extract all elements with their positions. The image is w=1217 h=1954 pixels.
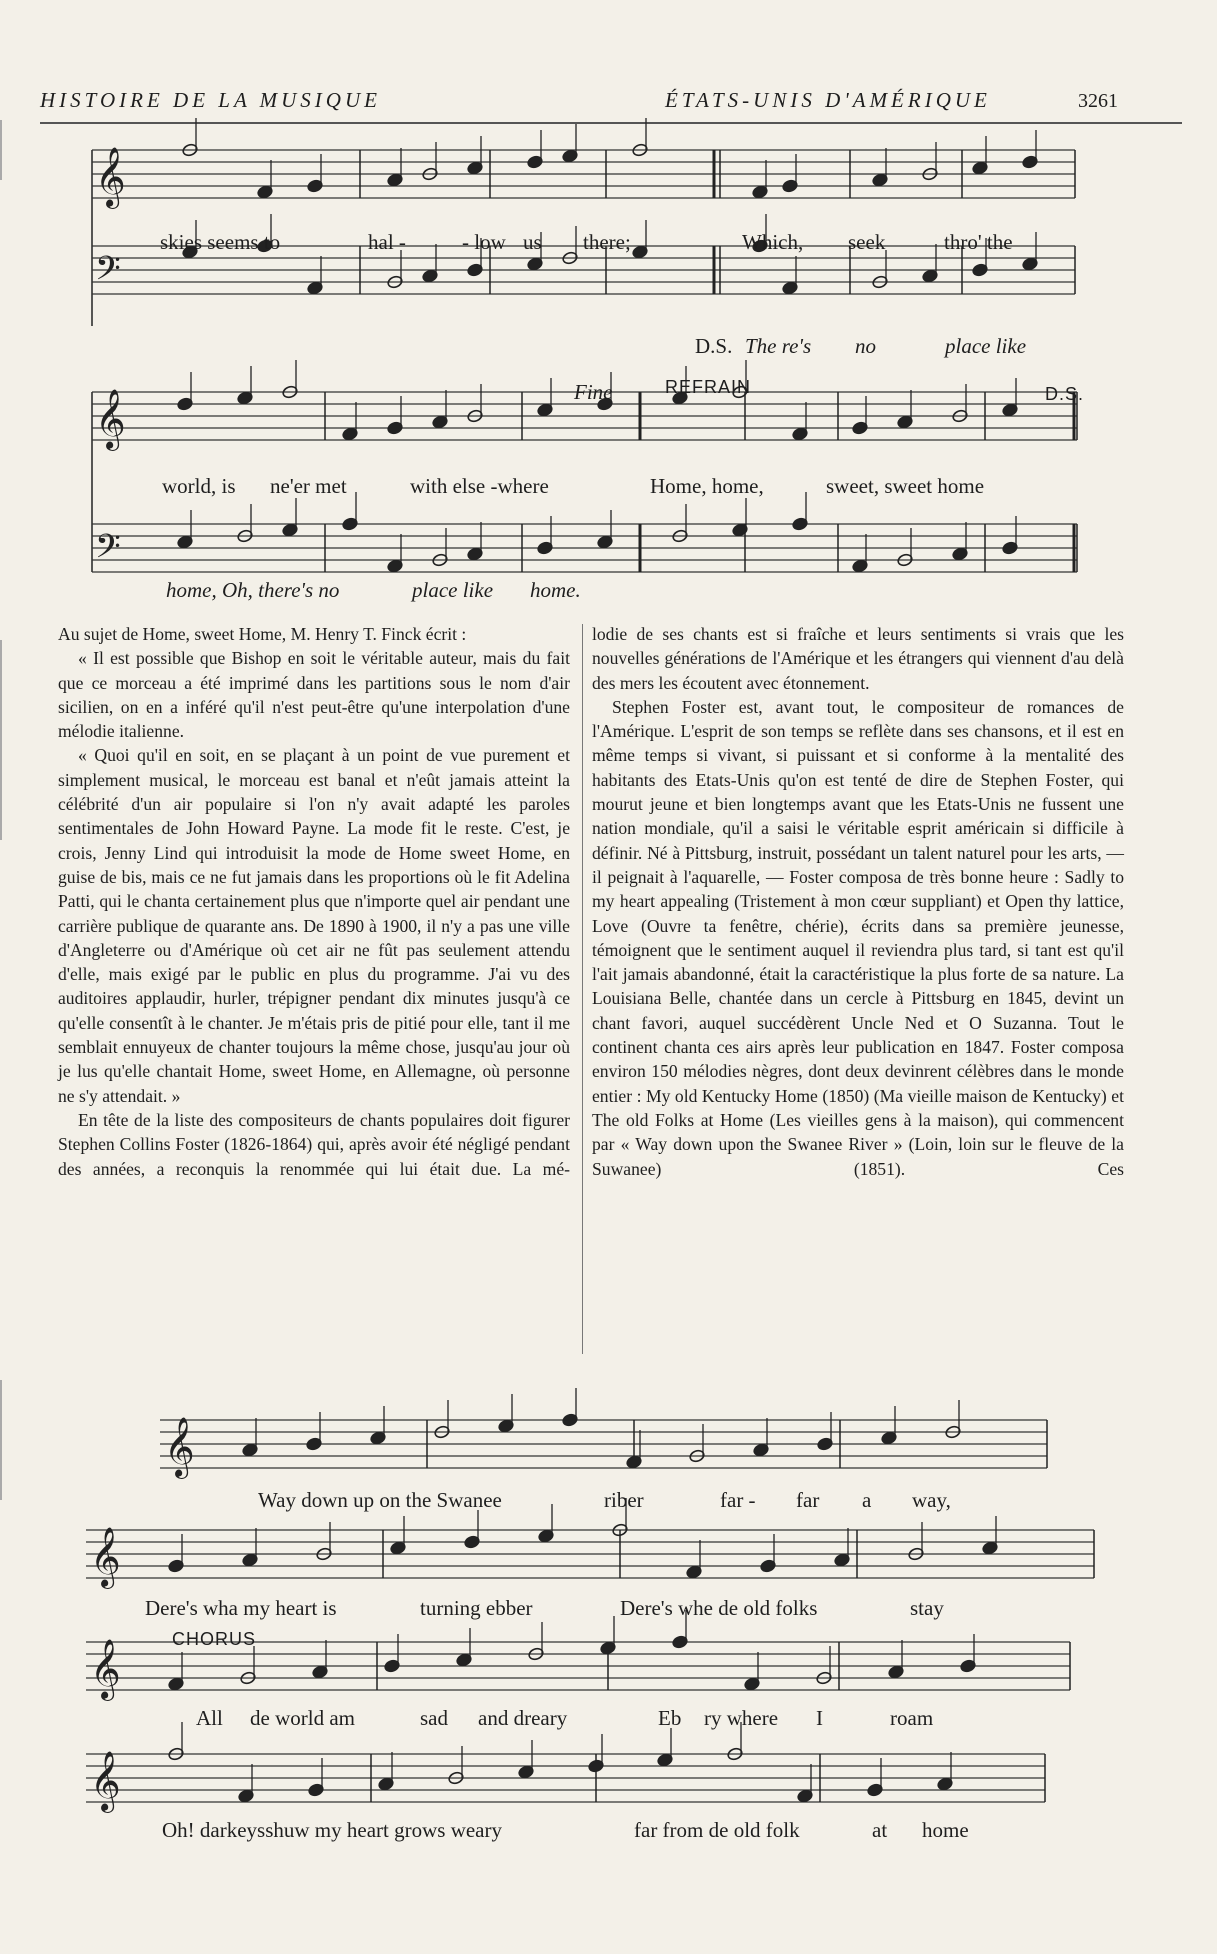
lyric-b1-4: far (796, 1488, 820, 1512)
clef-icon: 𝄞 (90, 1639, 121, 1699)
lyric-s1-3: - low (462, 230, 506, 254)
lyric-b3-4: and dreary (478, 1706, 568, 1730)
lyric-b2-2: turning ebber (420, 1596, 533, 1620)
lyric-b2-4: stay (910, 1596, 944, 1620)
lyric-b3-3: sad (420, 1706, 448, 1730)
lyric-b4-3: at (872, 1818, 888, 1842)
lyric-b3-6: ry where (704, 1706, 779, 1730)
paragraph: « Quoi qu'il en soit, en se plaçant à un point de vue purement et simplement musical, le morceau est banal et n'eût jamais atteint la célébrité d'un air populaire si l'on n'y avait adapté les paroles sentimentales de John Howard Payne. La mode fit le reste. C'est, je crois, Jenny Lind qui introduisit la mode de Home sweet Home, en guise de bis, mais ce ne fut jamais dans les proportions où le fit Adelina Patti, qui le chanta certainement plus que n'importe quel air pendant une carrière publique de quarante ans. De 1890 à 1900, il n'y a pas une ville d'Angleterre ou d'Amérique où cet air ne fût pas seulement attendu d'elle, mais exigé par le public en plus du programme. J'ai vu des auditoires applaudir, hurler, trépigner pendant dix minutes jusqu'à ce qu'elle consentît à le chanter. Je m'étais pris de pitié pour elle, tant il me semblait ennuyeux de chanter toujours la même chose, jusqu'au jour où je lus qu'elle chantait Home, sweet Home, en Allemagne, où personne ne s'y attendait. » (58, 745, 570, 1106)
fine-mark: Fine (574, 380, 613, 404)
lyric-b4-4: home (922, 1818, 969, 1842)
right-text-column (592, 622, 1124, 1181)
ds-mark-lower: D.S. (695, 334, 733, 358)
lyric-b4-2: far from de old folk (634, 1818, 800, 1842)
page-number: 3261 (1078, 90, 1118, 112)
lower-lyric-2: no (855, 334, 876, 358)
lower-lyric-1: The re's (745, 334, 812, 358)
lyric-b3-5: Eb (658, 1706, 682, 1730)
chorus-label: CHORUS (172, 1629, 257, 1649)
ds-mark: D.S. (1045, 384, 1085, 404)
lyric-s2-1: world, is (162, 474, 236, 498)
clef-icon: 𝄢 (95, 250, 121, 296)
lyric-s1-7: seek (848, 230, 886, 254)
lyric-s1-1: skies seems to (160, 230, 281, 254)
refrain-label: REFRAIN (665, 377, 752, 397)
lyric-b1-2: riber (604, 1488, 644, 1512)
clef-icon: 𝄞 (95, 147, 126, 207)
left-text-column (58, 622, 570, 1181)
lyric-s2-5: sweet, sweet home (826, 474, 985, 498)
clef-icon: 𝄞 (90, 1527, 121, 1587)
running-header-left: HISTOIRE DE LA MUSIQUE (40, 88, 381, 112)
lyric-s1-6: Which, (742, 230, 804, 254)
lyric-b2-1: Dere's wha my heart is (145, 1596, 337, 1620)
clef-icon: 𝄞 (164, 1417, 195, 1477)
lower-lyric-5: place like (412, 578, 494, 602)
lyric-b3-1: All (196, 1706, 223, 1730)
lyric-s1-2: hal - (368, 230, 406, 254)
lyric-b2-3: Dere's whe de old folks (620, 1596, 818, 1620)
paragraph: En tête de la liste des compositeurs de chants populaires doit figurer Stephen Collins Foster (1826-1864) qui, après avoir été négligé pendant des années, a reconquis la renommée qui lui était due. La mé- (58, 1109, 570, 1179)
lyric-b1-5: a (862, 1488, 872, 1512)
paragraph: « Il est possible que Bishop en soit le véritable auteur, mais du fait que ce morceau a été imprimé dans les partitions sous le nom d'air sicilien, on en a inféré qu'il n'est peut-être qu'une interpolation d'une mélodie italienne. (58, 648, 570, 742)
clef-icon: 𝄞 (90, 1751, 121, 1811)
lyric-b1-3: far - (720, 1488, 756, 1512)
lyric-b1-6: way, (912, 1488, 951, 1512)
lyric-b3-8: roam (890, 1706, 934, 1730)
lyric-b3-2: de world am (250, 1706, 355, 1730)
clef-icon: 𝄢 (95, 528, 121, 574)
lyric-s1-5: there; (583, 230, 631, 254)
lyric-b3-7: I (816, 1706, 823, 1730)
lower-lyric-3: place like (945, 334, 1027, 358)
running-header-right: ÉTATS-UNIS D'AMÉRIQUE (665, 88, 991, 112)
paragraph: lodie de ses chants est si fraîche et leurs sentiments si vrais que les nouvelles générations de l'Amérique et les étrangers qui viennent d'au delà des mers les écoutent avec étonnement. (592, 624, 1124, 693)
lower-lyric-6: home. (530, 578, 581, 602)
column-divider (582, 624, 583, 1354)
lyric-s2-2: ne'er met (270, 474, 347, 498)
clef-icon: 𝄞 (95, 389, 126, 449)
paragraph: Stephen Foster est, avant tout, le compositeur de romances de l'Amérique. L'esprit de son temps se reflète dans ses chansons, et il est en même temps si vivant, si puissant et si conforme à la mentalité des habitants des Etats-Unis qu'on est tenté de dire de Stephen Foster, qui mourut jeune et bien longtemps avant que les Etats-Unis ne fussent une nation mondiale, qu'il a saisi le véritable esprit américain si difficile à définir. Né à Pittsburg, instruit, possédant un talent naturel pour les arts, — il peignait à l'aquarelle, — Foster composa de très bonne heure : Sadly to my heart appealing (Tristement à mon cœur suppliant) et Open thy lattice, Love (Ouvre ta fenêtre, chérie), écrits dans sa première jeunesse, témoignent que le sentiment auquel il reviendra plus tard, si tant est qu'il l'ait jamais abandonné, était la caractéristique la plus forte de sa nature. La Louisiana Belle, chantée dans un cercle à Pittsburg en 1845, devint un chant favori, auquel succédèrent Uncle Ned et O Suzanna. Tout le continent chanta ces airs après leur publication en 1847. Foster composa environ 150 mélodies nègres, dont deux devinrent célèbres dans le monde entier : My old Kentucky Home (1850) (Ma vieille maison de Kentucky) et The old Folks at Home (Les vieilles gens à la maison), qui commencent par « Way down upon the Swanee River » (Loin, loin sur le fleuve de la Suwanee) (1851). Ces (592, 696, 1124, 1179)
lyric-s1-8: thro' the (944, 230, 1013, 254)
lyric-s1-4: us (523, 230, 542, 254)
lyric-b4-1: Oh! darkeysshuw my heart grows weary (162, 1818, 502, 1842)
paragraph: Au sujet de Home, sweet Home, M. Henry T. Finck écrit : (58, 624, 467, 644)
lyric-b1-1: Way down up on the Swanee (258, 1488, 502, 1512)
lyric-s2-4: Home, home, (650, 474, 764, 498)
lower-lyric-4: home, Oh, there's no (166, 578, 340, 602)
lyric-s2-3: with else -where (410, 474, 549, 498)
